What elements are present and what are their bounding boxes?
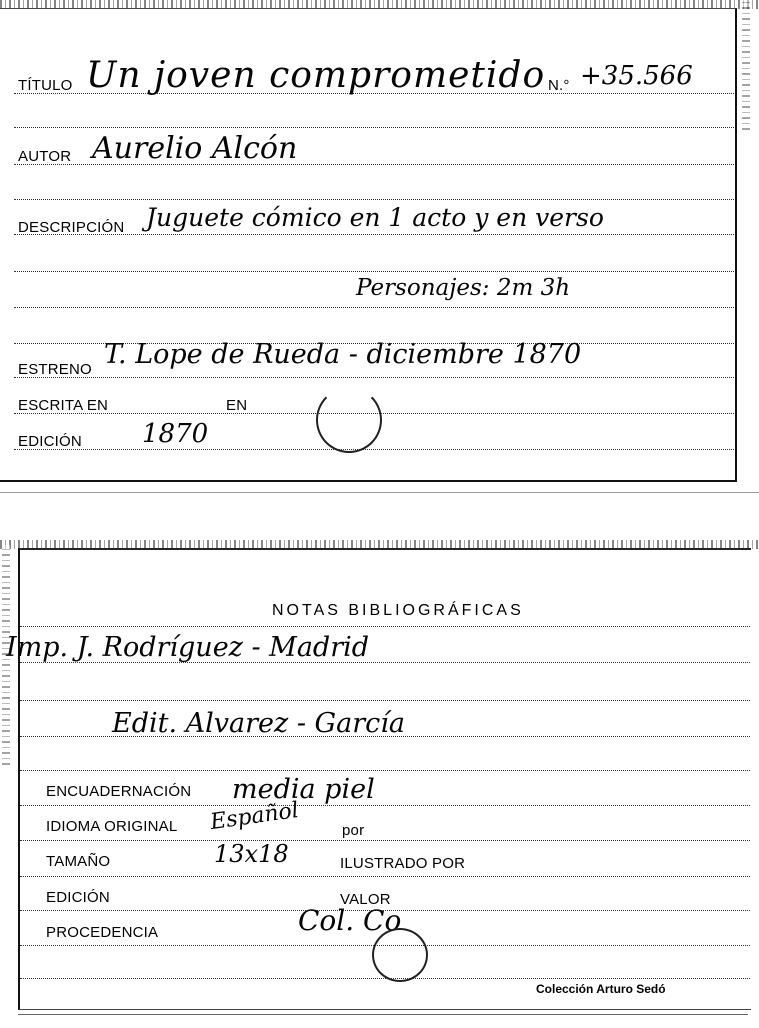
catalog-card-back <box>6 548 751 1010</box>
valor-label: VALOR <box>340 891 391 908</box>
rule-line <box>20 626 750 627</box>
rule-line <box>20 876 750 877</box>
rule-line <box>14 307 734 308</box>
rule-line <box>18 1014 748 1015</box>
edicion-label-2: EDICIÓN <box>46 889 110 906</box>
estreno-value: T. Lope de Rueda - diciembre 1870 <box>104 339 582 370</box>
catalog-card-front <box>0 8 737 482</box>
stamp-mark <box>316 387 382 453</box>
rule-line <box>20 770 750 771</box>
numero-label: N.° <box>548 77 570 94</box>
autor-label: AUTOR <box>18 148 72 165</box>
stamp-mark <box>372 928 428 982</box>
rule-line <box>20 840 750 841</box>
encuadernacion-value: media piel <box>232 774 375 805</box>
notas-heading: NOTAS BIBLIOGRÁFICAS <box>272 602 524 619</box>
estreno-label: ESTRENO <box>18 361 92 378</box>
rule-line <box>14 199 734 200</box>
edicion-value: 1870 <box>142 419 209 449</box>
tamano-label: TAMAÑO <box>46 853 111 870</box>
escrita-en-label: ESCRITA EN <box>18 397 109 414</box>
scan-noise-right <box>742 0 750 130</box>
ilustrado-label: ILUSTRADO POR <box>340 855 466 872</box>
edicion-label: EDICIÓN <box>18 433 82 450</box>
descripcion-value: Juguete cómico en 1 acto y en verso <box>146 203 604 232</box>
en-label: EN <box>226 397 248 414</box>
tamano-value: 13x18 <box>214 840 289 868</box>
por-label: por <box>342 822 365 839</box>
procedencia-label: PROCEDENCIA <box>46 924 159 941</box>
nota-imprenta: Imp. J. Rodríguez - Madrid <box>6 632 370 663</box>
numero-value: +35.566 <box>580 61 693 91</box>
rule-line <box>20 700 750 701</box>
encuadernacion-label: ENCUADERNACIÓN <box>46 783 192 800</box>
rule-line <box>14 271 734 272</box>
page-separator <box>0 492 759 493</box>
rule-line <box>14 377 734 378</box>
descripcion-extra: Personajes: 2m 3h <box>356 275 571 301</box>
rule-line <box>14 449 734 450</box>
rule-line <box>20 805 750 806</box>
idioma-label: IDIOMA ORIGINAL <box>46 818 178 835</box>
autor-value: Aurelio Alcón <box>92 131 298 166</box>
titulo-value: Un joven comprometido <box>86 55 546 96</box>
titulo-label: TÍTULO <box>18 77 73 94</box>
procedencia-value: Col. Co <box>298 904 402 937</box>
collection-credit: Colección Arturo Sedó <box>536 982 666 996</box>
descripcion-label: DESCRIPCIÓN <box>18 219 125 236</box>
nota-editorial: Edit. Alvarez - García <box>112 708 405 739</box>
rule-line <box>14 127 734 128</box>
idioma-value: Español <box>208 797 301 836</box>
